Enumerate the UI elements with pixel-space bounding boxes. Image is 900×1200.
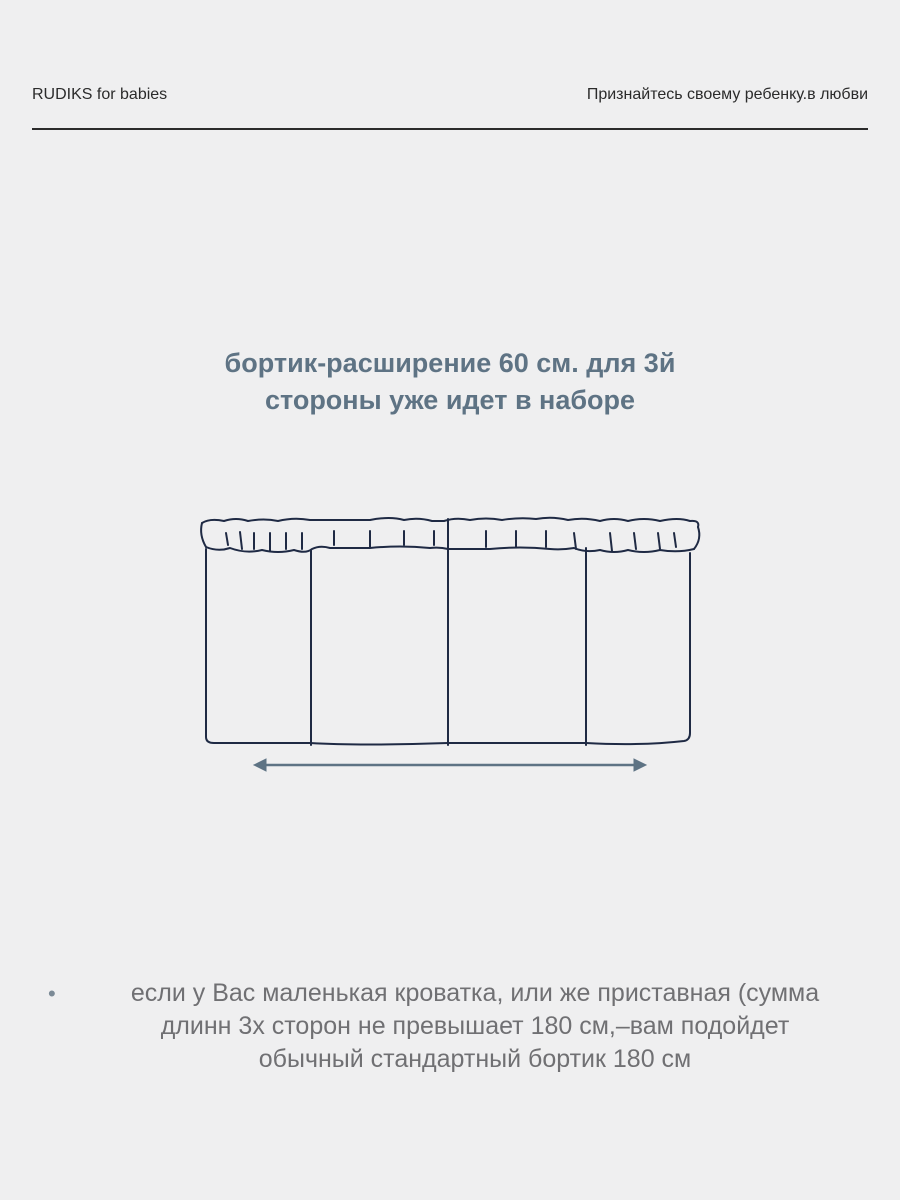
title-line-1: бортик-расширение 60 см. для 3й [224, 348, 676, 378]
header-divider [32, 128, 868, 130]
double-arrow-icon [254, 759, 646, 771]
crib-bumper-illustration [190, 505, 710, 785]
note-line-2: длинн 3х сторон не превышает 180 см,–вам подойдет [160, 1012, 790, 1040]
note-line-3: обычный стандартный бортик 180 см [258, 1045, 692, 1073]
note-line-1: если у Вас маленькая кроватка, или же приставная (сумма [130, 979, 820, 1007]
tagline: Признайтесь своему ребенку.в любви [586, 86, 868, 103]
page-title [0, 345, 900, 419]
title-line-2: стороны уже идет в наборе [264, 385, 636, 415]
crib-bumper-icon [190, 505, 710, 785]
ruffle-bottom-edge [206, 547, 694, 553]
ruffle-right-edge [694, 527, 699, 549]
header [32, 86, 868, 104]
ruffle-left-edge [201, 523, 206, 547]
info-note [40, 977, 880, 1076]
bullet-icon: • [48, 981, 56, 1006]
brand-name: RUDIKS for babies [32, 86, 168, 103]
ruffle-top-edge [202, 518, 698, 527]
